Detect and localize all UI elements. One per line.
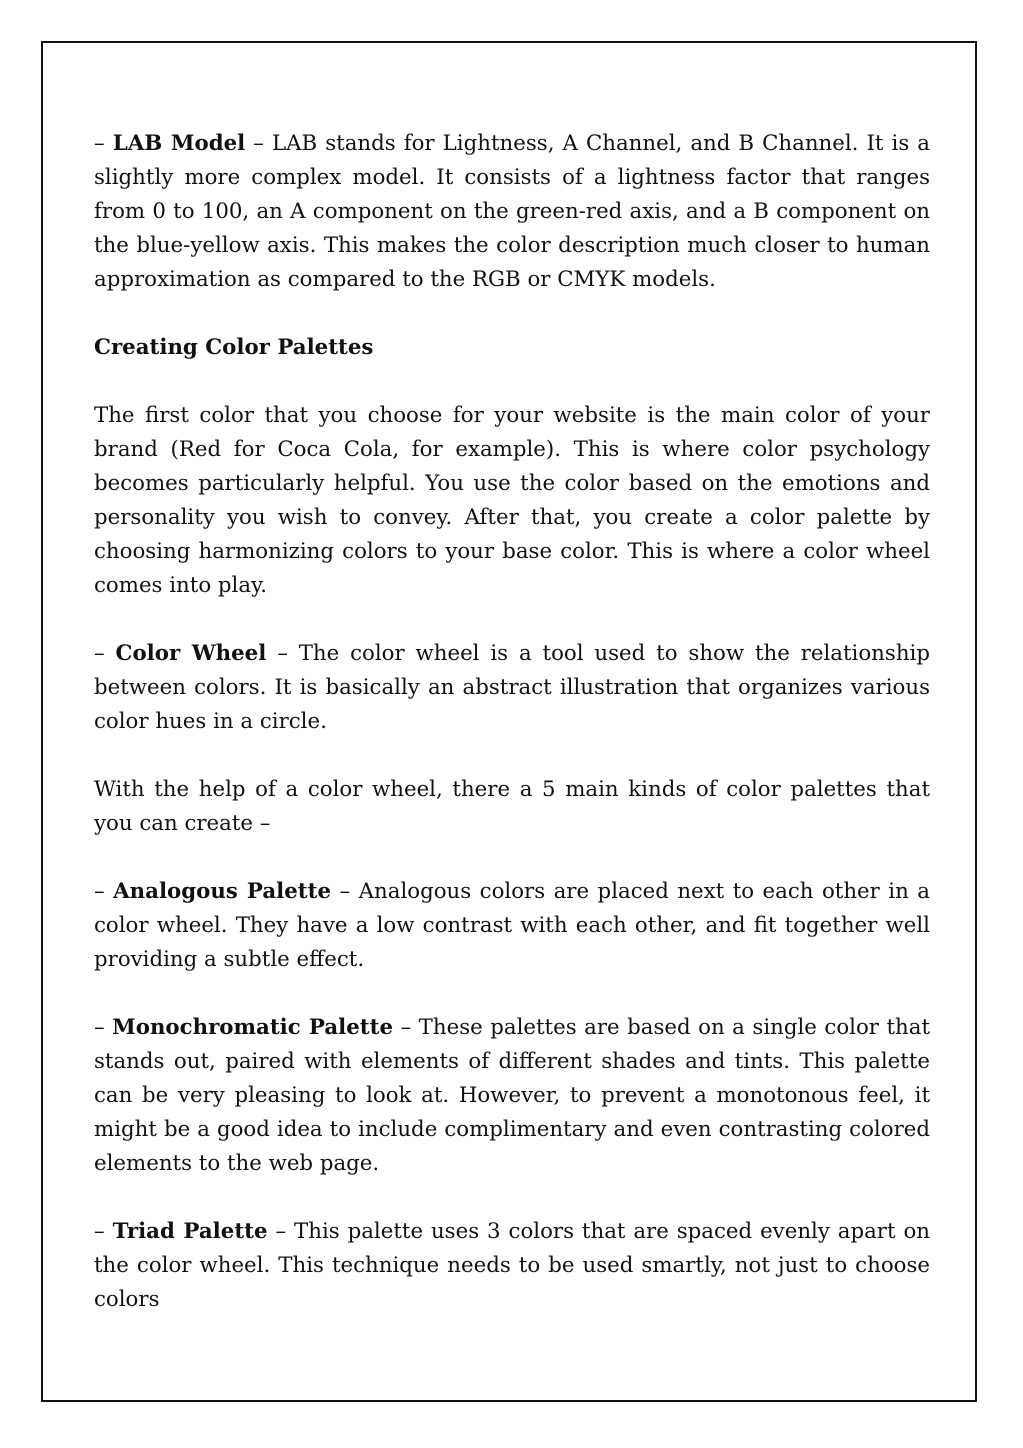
- paragraph-analogous: [94, 875, 930, 977]
- paragraph-monochromatic: [94, 1011, 930, 1181]
- term-triad-palette: Triad Palette: [112, 1219, 268, 1244]
- list-dash: –: [94, 131, 105, 156]
- paragraph-palette-intro: With the help of a color wheel, there a 5 main kinds of color palettes that you can create –: [94, 777, 930, 836]
- list-dash: –: [94, 1015, 105, 1040]
- paragraph-text: – Analogous colors are placed next to each other in a color wheel. They have a low contrast with each other, and fit together well providing a subtle effect.: [94, 879, 931, 972]
- term-color-wheel: Color Wheel: [115, 641, 267, 666]
- paragraph-first-color: The first color that you choose for your website is the main color of your brand (Red for Coca Cola, for example). This is where color psychology becomes particularly helpful. You use the color based on the emotions and personality you wish to convey. After that, you create a color palette by choosing harmonizing colors to your base color. This is where a color wheel comes into play.: [94, 403, 930, 598]
- term-monochromatic-palette: Monochromatic Palette: [112, 1015, 394, 1040]
- list-dash: –: [94, 1219, 105, 1244]
- paragraph-text: – These palettes are based on a single color that stands out, paired with elements of different shades and tints. This palette can be very pleasing to look at. However, to prevent a monotonous feel, it might be a good idea to include complimentary and even contrasting colored elements to the web page.: [94, 1015, 930, 1176]
- list-dash: –: [94, 879, 105, 904]
- term-analogous-palette: Analogous Palette: [113, 879, 332, 904]
- term-lab-model: LAB Model: [112, 131, 246, 156]
- paragraph-lab-model: [94, 127, 930, 297]
- paragraph-color-wheel: [94, 637, 930, 739]
- paragraph-text: – LAB stands for Lightness, A Channel, and B Channel. It is a slightly more complex model. It consists of a lightness factor that ranges from 0 to 100, an A component on the green-red axis, and a B component on the blue-yellow axis. This makes the color description much closer to human approximation as compared to the RGB or CMYK models.: [94, 131, 930, 292]
- page-frame: [41, 41, 977, 1402]
- paragraph-text: – This palette uses 3 colors that are spaced evenly apart on the color wheel. This technique needs to be used smartly, not just to choose colors: [94, 1219, 930, 1312]
- paragraph-text: – The color wheel is a tool used to show the relationship between colors. It is basically an abstract illustration that organizes various color hues in a circle.: [94, 641, 930, 734]
- list-dash: –: [94, 641, 105, 666]
- section-heading: Creating Color Palettes: [94, 335, 374, 360]
- document-body: [94, 127, 930, 1317]
- paragraph-triad: [94, 1215, 930, 1317]
